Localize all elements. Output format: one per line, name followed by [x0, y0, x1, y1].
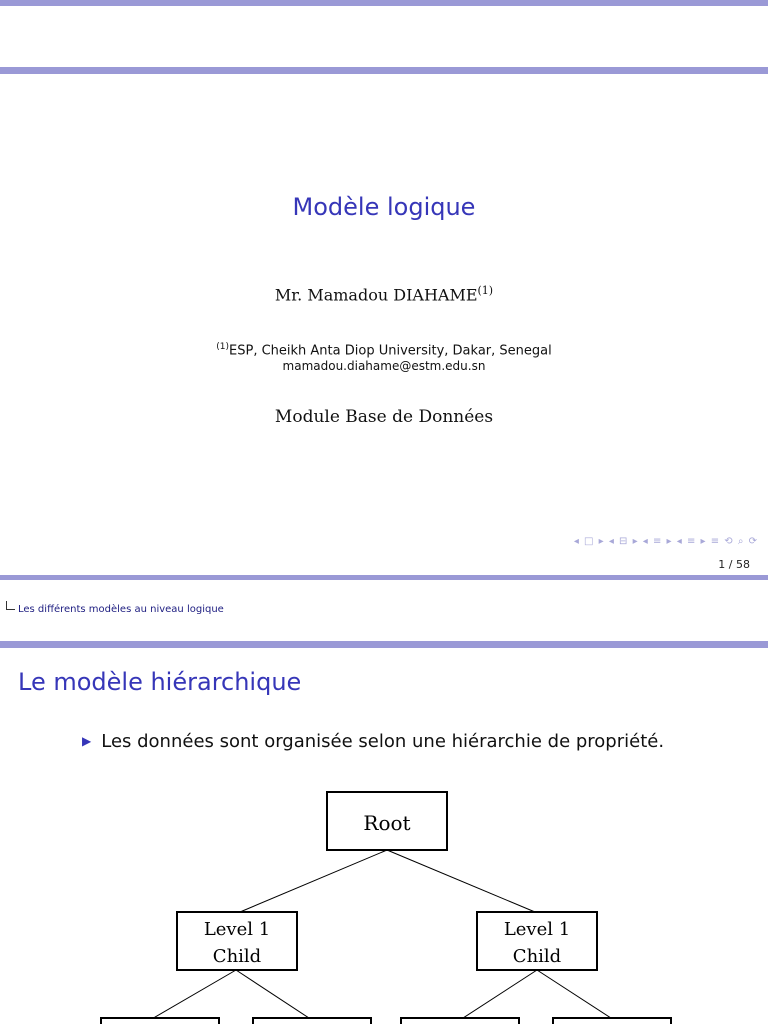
frame-title: Le modèle hiérarchique [18, 668, 302, 696]
level2-node-2 [253, 1018, 371, 1024]
author-line [0, 284, 768, 304]
presentation-title: Modèle logique [292, 193, 476, 221]
bullet-text: Les données sont organisée selon une hiérarchie de propriété. [101, 731, 665, 752]
connector-left-left [150, 970, 236, 1020]
beamer-navigation-icons[interactable]: ◂ □ ▸ ◂ ⊟ ▸ ◂ ≡ ▸ ◂ ≡ ▸ ≡ ⟲ ⌕ ⟳ [573, 536, 758, 547]
author-affiliation-marker: (1) [477, 284, 494, 297]
bullet-item [82, 731, 664, 752]
top-header-bar [0, 0, 768, 6]
level2-node-1 [101, 1018, 219, 1024]
level2-node-3 [401, 1018, 519, 1024]
affiliation-text: ESP, Cheikh Anta Diop University, Dakar, Senegal [229, 343, 552, 359]
header-divider-bar [0, 67, 768, 74]
slide-separator-bar [0, 575, 768, 580]
level1-left-label-line2: Child [212, 946, 262, 967]
root-label: Root [363, 811, 411, 835]
level1-left-label-line1: Level 1 [203, 919, 271, 940]
hierarchy-tree-diagram [0, 780, 768, 1024]
affiliation-line [0, 338, 768, 360]
author-name: Mr. Mamadou DIAHAME [274, 285, 478, 305]
level1-right-label-line1: Level 1 [503, 919, 571, 940]
breadcrumb-corner-icon [6, 601, 15, 610]
frame-header-bar [0, 641, 768, 648]
affiliation-marker: (1) [216, 342, 230, 352]
breadcrumb-text: Les différents modèles au niveau logique [18, 604, 224, 615]
level1-right-label-line2: Child [512, 946, 562, 967]
page-number: 1 / 58 [718, 558, 750, 571]
connector-root-left [240, 850, 387, 912]
connector-right-right [537, 970, 614, 1020]
connector-left-right [236, 970, 312, 1020]
bullet-triangle-icon: ▶ [82, 734, 92, 748]
connector-right-left [460, 970, 537, 1020]
connector-root-right [387, 850, 535, 912]
course-name: Module Base de Données [274, 407, 494, 427]
author-email: mamadou.diahame@estm.edu.sn [282, 359, 486, 373]
level2-node-4 [553, 1018, 671, 1024]
breadcrumb [6, 603, 224, 615]
